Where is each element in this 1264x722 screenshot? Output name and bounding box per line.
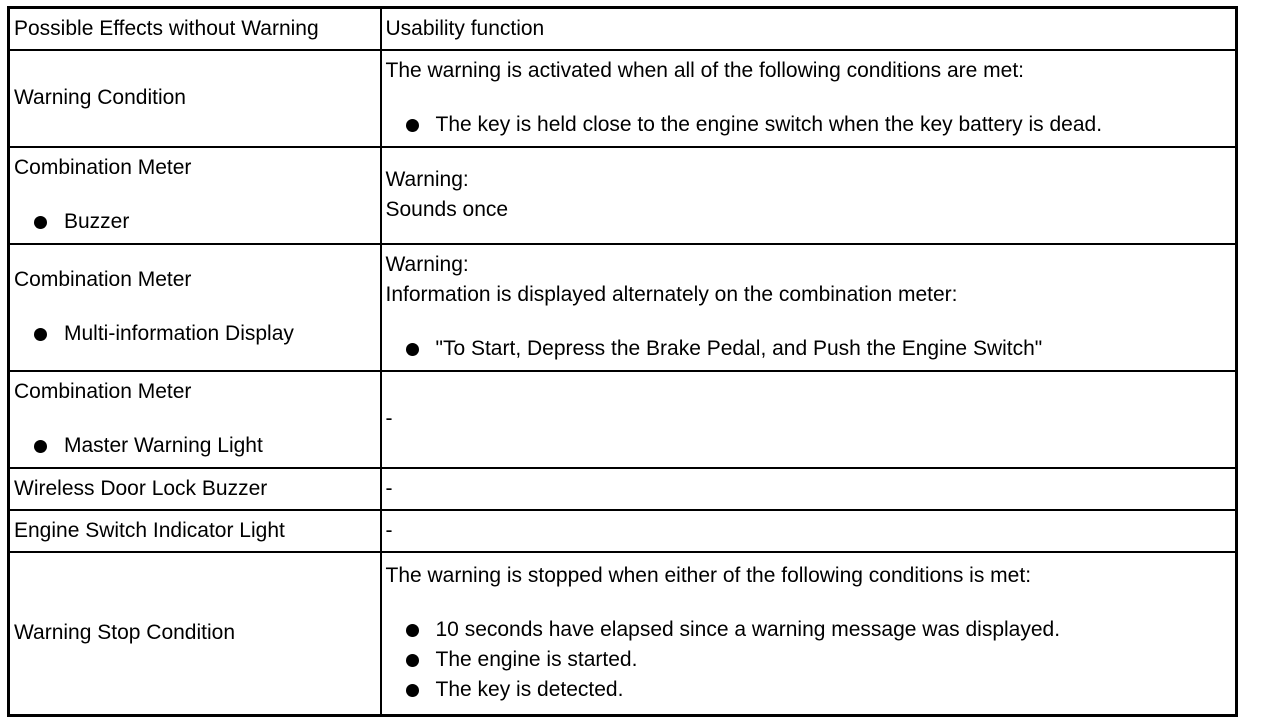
row-label: Warning Condition (14, 86, 186, 109)
table-cell (9, 8, 381, 50)
bullet-icon (406, 684, 419, 697)
header-effects-label: Possible Effects without Warning (14, 16, 319, 40)
bullet-item (386, 615, 1232, 645)
bullet-text: The key is detected. (435, 678, 624, 702)
bullet-text: 10 seconds have elapsed since a warning message was displayed. (435, 618, 1061, 642)
bullet-item (386, 334, 1232, 364)
bullet-icon (34, 216, 47, 229)
table-row (9, 468, 1237, 510)
bullet-icon (406, 654, 419, 667)
spacer (386, 86, 1232, 110)
bullet-icon (34, 328, 47, 341)
bullet-text: Master Warning Light (64, 434, 263, 457)
dash-value: - (385, 476, 393, 500)
table-cell (9, 468, 381, 510)
bullet-item (14, 319, 376, 349)
warning-label: Warning: (385, 168, 469, 191)
table-cell (381, 244, 1237, 371)
table-row (9, 8, 1237, 50)
bullet-text: The engine is started. (435, 648, 638, 672)
bullet-item (14, 207, 376, 237)
spacer (386, 591, 1232, 615)
table-cell (9, 510, 381, 552)
row-label: Wireless Door Lock Buzzer (14, 476, 268, 500)
bullet-text: "To Start, Depress the Brake Pedal, and Push the Engine Switch" (435, 337, 1043, 360)
table-row (9, 371, 1237, 468)
bullet-item (386, 675, 1232, 705)
table-cell (9, 50, 381, 147)
bullet-item (14, 431, 376, 461)
spacer (14, 407, 376, 431)
row-label: Combination Meter (14, 380, 192, 403)
table-cell (381, 371, 1237, 468)
row-label: Combination Meter (14, 268, 192, 291)
warning-label: Warning: (385, 253, 469, 276)
bullet-icon (406, 343, 419, 356)
table-row (9, 147, 1237, 244)
spacer (14, 183, 376, 207)
bullet-text: The key is held close to the engine switch when the key battery is dead. (435, 113, 1103, 136)
condition-intro: The warning is activated when all of the following conditions are met: (385, 59, 1025, 82)
row-label: Warning Stop Condition (14, 621, 236, 645)
table-cell (381, 510, 1237, 552)
row-label: Engine Switch Indicator Light (14, 518, 285, 542)
table-cell (9, 552, 381, 716)
bullet-icon (406, 119, 419, 132)
warning-detail: Sounds once (385, 198, 509, 221)
spacer (14, 295, 376, 319)
spacer (386, 310, 1232, 334)
table-cell (381, 147, 1237, 244)
dash-value: - (385, 518, 393, 542)
table-cell (381, 552, 1237, 716)
row-label: Combination Meter (14, 156, 192, 179)
table-row (9, 50, 1237, 147)
table-cell (9, 147, 381, 244)
bullet-icon (34, 440, 47, 453)
table-row (9, 510, 1237, 552)
bullet-icon (406, 624, 419, 637)
warning-detail: Information is displayed alternately on the combination meter: (385, 283, 958, 306)
table-cell (9, 244, 381, 371)
dash-value: - (385, 407, 393, 430)
table-cell (381, 468, 1237, 510)
bullet-text: Multi-information Display (64, 322, 294, 345)
header-function-label: Usability function (385, 16, 545, 40)
condition-intro: The warning is stopped when either of the following conditions is met: (385, 564, 1032, 588)
bullet-item (386, 645, 1232, 675)
table-cell (9, 371, 381, 468)
table-row (9, 244, 1237, 371)
table-row (9, 552, 1237, 716)
table-cell (381, 50, 1237, 147)
table-cell (381, 8, 1237, 50)
warning-table (7, 6, 1238, 717)
bullet-item (386, 110, 1232, 140)
bullet-text: Buzzer (64, 210, 130, 233)
